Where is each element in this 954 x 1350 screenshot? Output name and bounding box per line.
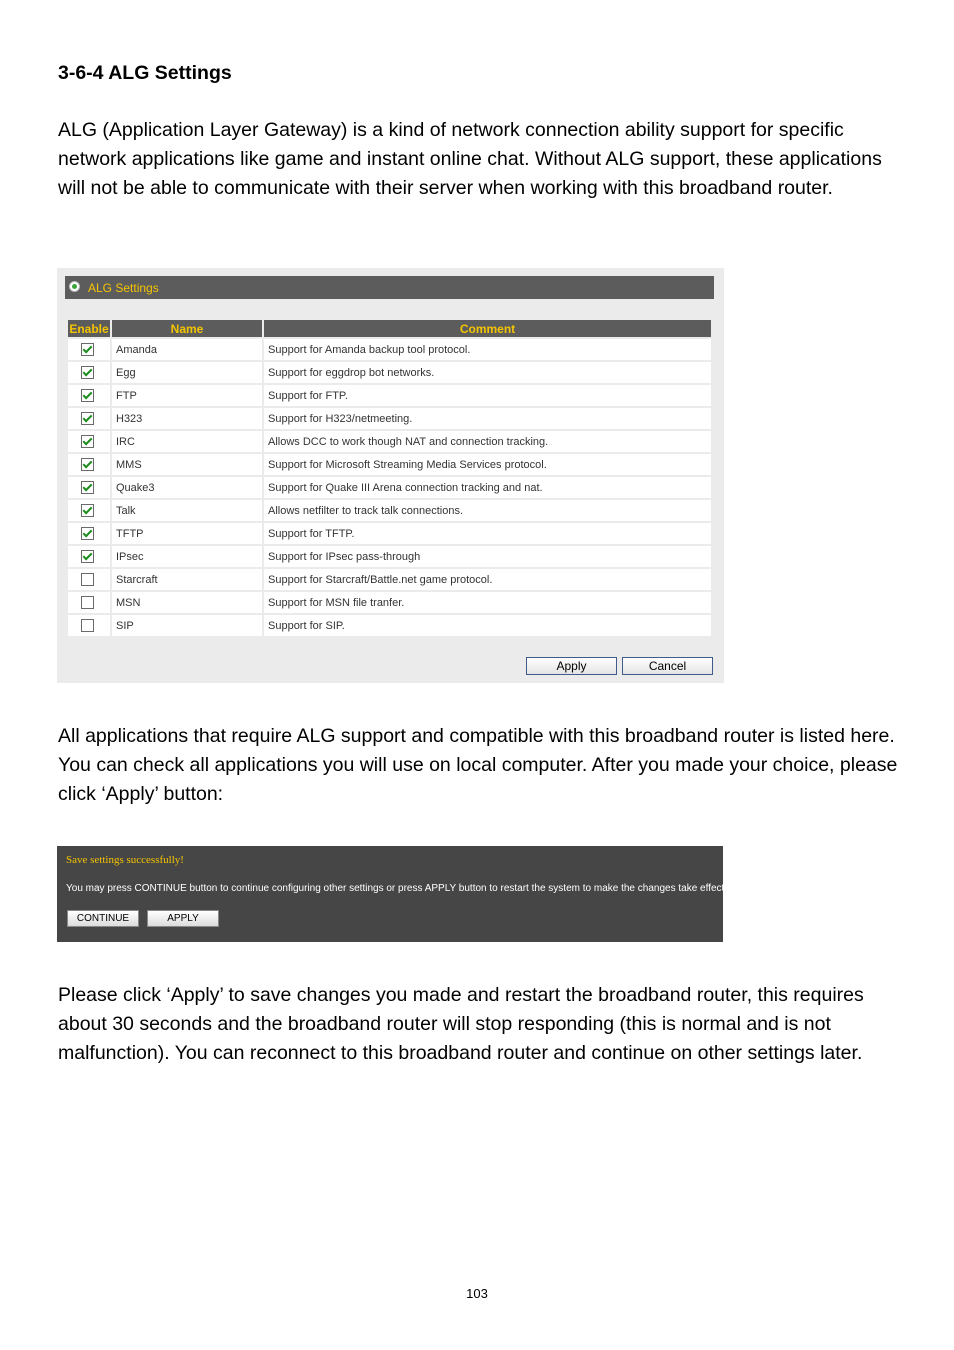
- app-comment-cell: Support for SIP.: [264, 615, 711, 636]
- enable-cell: [68, 431, 110, 452]
- table-row: [68, 615, 711, 636]
- enable-checkbox-starcraft[interactable]: [81, 573, 94, 586]
- continue-button[interactable]: CONTINUE: [67, 910, 139, 927]
- enable-checkbox-quake3[interactable]: [81, 481, 94, 494]
- enable-checkbox-mms[interactable]: [81, 458, 94, 471]
- enable-cell: [68, 385, 110, 406]
- app-comment-cell: Support for Starcraft/Battle.net game protocol.: [264, 569, 711, 590]
- apply-button[interactable]: Apply: [526, 657, 617, 675]
- middle-paragraph: All applications that require ALG support and compatible with this broadband router is listed here. You can check all applications you will use on local computer. After you made your choice, please click ‘Apply’ button:: [58, 725, 898, 805]
- table-row: [68, 546, 711, 567]
- table-row: [68, 362, 711, 383]
- enable-checkbox-amanda[interactable]: [81, 343, 94, 356]
- enable-checkbox-tftp[interactable]: [81, 527, 94, 540]
- app-name-cell: IRC: [112, 431, 262, 452]
- app-comment-cell: Allows netfilter to track talk connections.: [264, 500, 711, 521]
- enable-checkbox-ipsec[interactable]: [81, 550, 94, 563]
- intro-paragraph: ALG (Application Layer Gateway) is a kind of network connection ability support for specific network applications like game and instant online chat. Without ALG support, these applications will not be able to communicate with their server when working with this broadband router.: [58, 119, 882, 199]
- alg-title-bar: [65, 276, 714, 299]
- app-comment-cell: Support for TFTP.: [264, 523, 711, 544]
- enable-checkbox-ftp[interactable]: [81, 389, 94, 402]
- alg-panel-title: ALG Settings: [88, 281, 159, 295]
- enable-cell: [68, 592, 110, 613]
- save-apply-button[interactable]: APPLY: [147, 910, 219, 927]
- enable-cell: [68, 569, 110, 590]
- save-title: Save settings successfully!: [66, 854, 184, 866]
- section-heading: 3-6-4 ALG Settings: [58, 62, 232, 84]
- table-header-row: [68, 320, 711, 337]
- enable-checkbox-irc[interactable]: [81, 435, 94, 448]
- alg-table: [66, 318, 713, 638]
- table-row: [68, 385, 711, 406]
- app-name-cell: SIP: [112, 615, 262, 636]
- app-name-cell: Amanda: [112, 339, 262, 360]
- table-row: [68, 339, 711, 360]
- app-comment-cell: Support for Microsoft Streaming Media Services protocol.: [264, 454, 711, 475]
- column-header-comment: Comment: [264, 320, 711, 337]
- table-row: [68, 454, 711, 475]
- table-row: [68, 431, 711, 452]
- table-row: [68, 500, 711, 521]
- alg-settings-panel: [57, 268, 724, 683]
- app-name-cell: IPsec: [112, 546, 262, 567]
- enable-checkbox-talk[interactable]: [81, 504, 94, 517]
- app-comment-cell: Support for Quake III Arena connection tracking and nat.: [264, 477, 711, 498]
- final-paragraph: Please click ‘Apply’ to save changes you made and restart the broadband router, this requires about 30 seconds and the broadband router will stop responding (this is normal and is not malfunction). You can reconnect to this broadband router and continue on other settings later.: [58, 984, 864, 1064]
- app-comment-cell: Support for FTP.: [264, 385, 711, 406]
- app-name-cell: MSN: [112, 592, 262, 613]
- radio-bullet-icon: [69, 281, 80, 292]
- enable-checkbox-msn[interactable]: [81, 596, 94, 609]
- app-name-cell: Talk: [112, 500, 262, 521]
- app-comment-cell: Support for Amanda backup tool protocol.: [264, 339, 711, 360]
- enable-checkbox-egg[interactable]: [81, 366, 94, 379]
- cancel-button[interactable]: Cancel: [622, 657, 713, 675]
- enable-cell: [68, 408, 110, 429]
- enable-checkbox-sip[interactable]: [81, 619, 94, 632]
- enable-cell: [68, 546, 110, 567]
- table-row: [68, 569, 711, 590]
- table-row: [68, 477, 711, 498]
- table-row: [68, 408, 711, 429]
- save-settings-panel: [57, 846, 728, 942]
- app-name-cell: Egg: [112, 362, 262, 383]
- app-comment-cell: Support for eggdrop bot networks.: [264, 362, 711, 383]
- enable-cell: [68, 500, 110, 521]
- app-name-cell: FTP: [112, 385, 262, 406]
- app-comment-cell: Allows DCC to work though NAT and connection tracking.: [264, 431, 711, 452]
- enable-cell: [68, 339, 110, 360]
- app-name-cell: TFTP: [112, 523, 262, 544]
- enable-cell: [68, 523, 110, 544]
- table-row: [68, 523, 711, 544]
- table-row: [68, 592, 711, 613]
- column-header-name: Name: [112, 320, 262, 337]
- enable-cell: [68, 477, 110, 498]
- app-comment-cell: Support for IPsec pass-through: [264, 546, 711, 567]
- app-name-cell: Quake3: [112, 477, 262, 498]
- enable-cell: [68, 362, 110, 383]
- app-name-cell: MMS: [112, 454, 262, 475]
- app-name-cell: Starcraft: [112, 569, 262, 590]
- enable-cell: [68, 615, 110, 636]
- app-comment-cell: Support for H323/netmeeting.: [264, 408, 711, 429]
- enable-cell: [68, 454, 110, 475]
- app-comment-cell: Support for MSN file tranfer.: [264, 592, 711, 613]
- page-number: 103: [466, 1286, 488, 1301]
- save-message: You may press CONTINUE button to continue configuring other settings or press APPLY button to restart the system to make the changes take effect.: [66, 883, 728, 894]
- column-header-enable: Enable: [69, 321, 109, 336]
- app-name-cell: H323: [112, 408, 262, 429]
- enable-checkbox-h323[interactable]: [81, 412, 94, 425]
